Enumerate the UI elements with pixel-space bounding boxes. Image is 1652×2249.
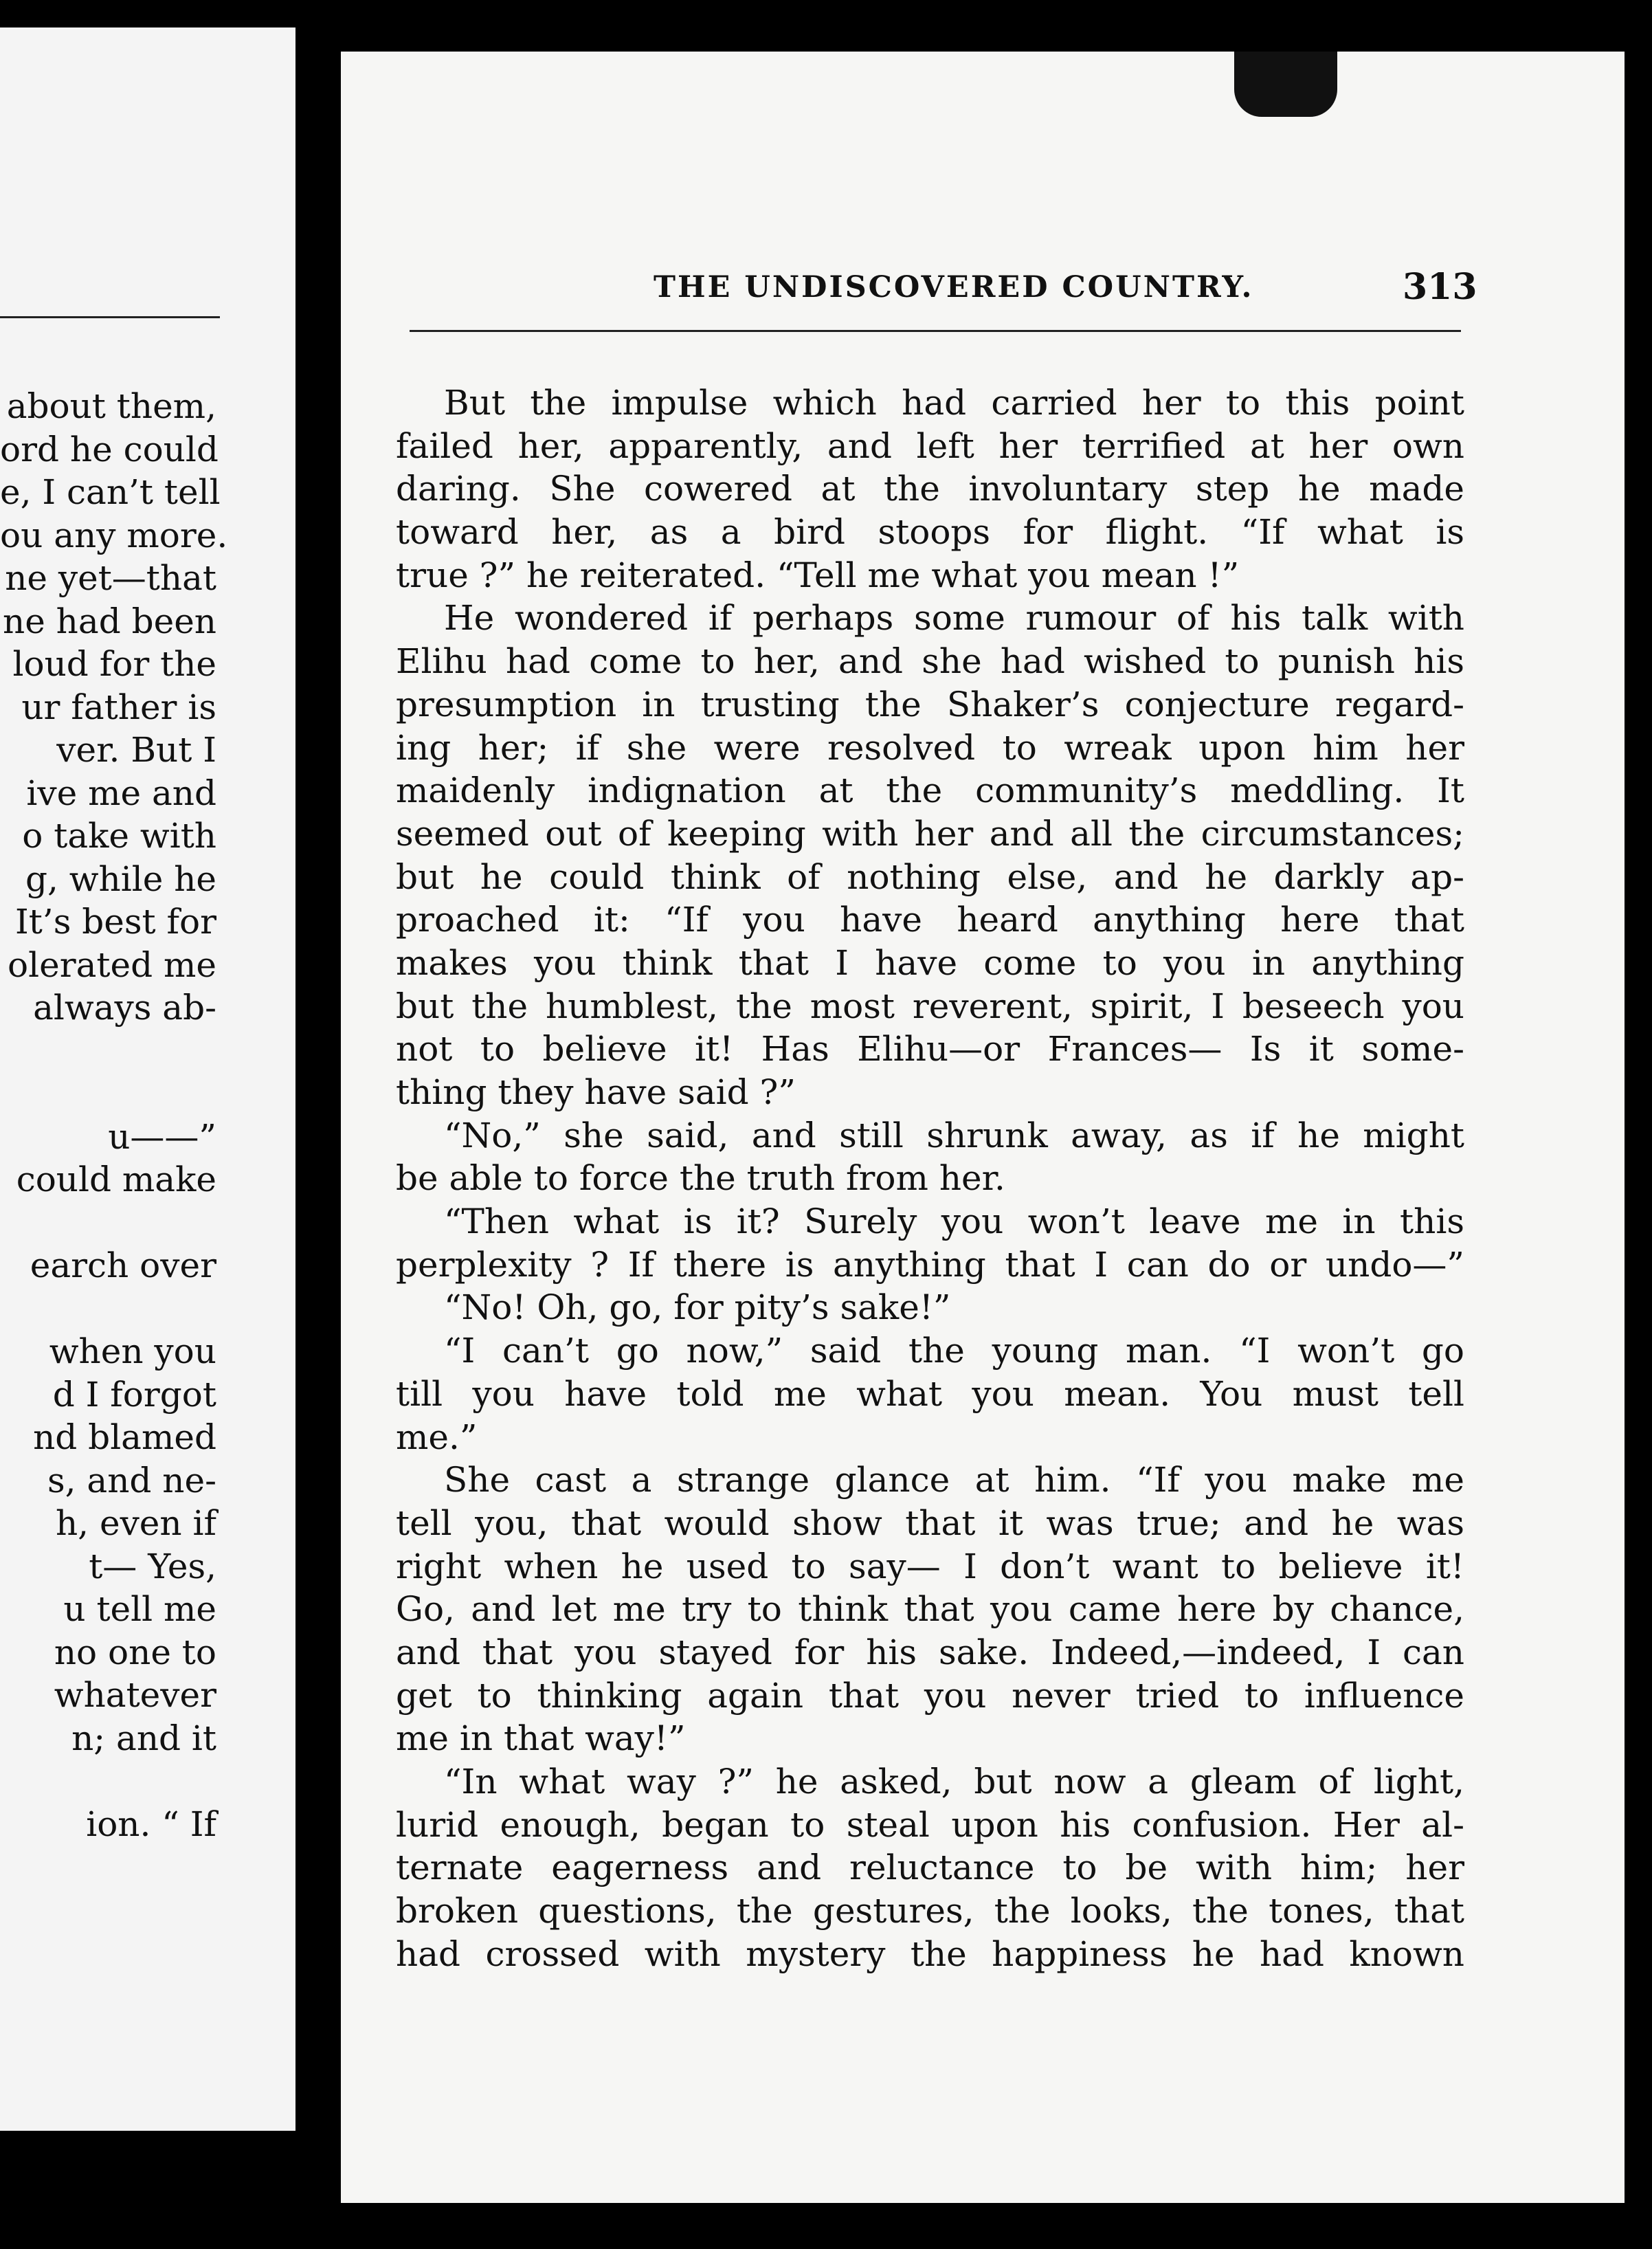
- text-line: proached it: “If you have heard anything here that: [396, 900, 1464, 940]
- left-line: [0, 1030, 295, 1073]
- text-line: “In what way ?” he asked, but now a gleam of light,: [444, 1762, 1464, 1802]
- text-line: get to thinking again that you never tried to influence: [396, 1675, 1464, 1716]
- text-line: had crossed with mystery the happiness he had known: [396, 1934, 1464, 1974]
- left-line: d I forgot: [52, 1374, 216, 1415]
- left-line: nd blamed: [33, 1417, 216, 1457]
- text-line: “No! Oh, go, for pity’s sake!”: [444, 1287, 951, 1328]
- text-line: true ?” he reiterated. “Tell me what you mean !”: [396, 555, 1240, 595]
- text-line: Elihu had come to her, and she had wished to punish his: [396, 641, 1464, 682]
- text-line: “No,” she said, and still shrunk away, as if he might: [444, 1115, 1464, 1155]
- text-line: toward her, as a bird stoops for flight. “If what is: [396, 512, 1464, 553]
- text-line: me in that way!”: [396, 1718, 686, 1759]
- left-line: t— Yes,: [89, 1546, 216, 1586]
- left-line: o take with: [22, 816, 216, 856]
- left-line: ver. But I: [56, 730, 216, 770]
- right-page: [341, 52, 1625, 2203]
- left-line: earch over: [30, 1245, 216, 1285]
- left-line: g, while he: [25, 858, 216, 899]
- text-line: till you have told me what you mean. You must tell: [396, 1373, 1464, 1414]
- text-line: makes you think that I have come to you in anything: [396, 942, 1464, 983]
- left-line: when you: [49, 1331, 216, 1371]
- text-line: but he could think of nothing else, and he darkly ap-: [396, 856, 1464, 897]
- left-line: u tell me: [63, 1589, 216, 1629]
- left-page-rule: [0, 316, 220, 318]
- text-line: and that you stayed for his sake. Indeed,—indeed, I can: [396, 1632, 1464, 1672]
- left-line: s, and ne-: [47, 1460, 216, 1500]
- text-line: thing they have said ?”: [396, 1072, 796, 1112]
- text-line: Go, and let me try to think that you came here by chance,: [396, 1589, 1464, 1630]
- text-line: ing her; if she were resolved to wreak upon him her: [396, 727, 1464, 768]
- left-line: ive me and: [26, 773, 216, 813]
- text-line: But the impulse which had carried her to this point: [444, 383, 1464, 423]
- text-line: maidenly indignation at the community’s meddling. It: [396, 771, 1464, 811]
- left-line: whatever: [54, 1675, 216, 1715]
- text-line: broken questions, the gestures, the looks, the tones, that: [396, 1891, 1464, 1931]
- left-line: olerated me: [8, 944, 216, 985]
- text-line: daring. She cowered at the involuntary step he made: [396, 469, 1464, 509]
- left-line: [0, 1072, 295, 1116]
- left-line: ion. “ If: [86, 1804, 216, 1844]
- page-number: 313: [1403, 266, 1477, 308]
- left-line: no one to: [54, 1632, 216, 1672]
- body-text: [396, 381, 1464, 1975]
- left-line: h, even if: [55, 1503, 216, 1543]
- text-line: not to believe it! Has Elihu—or Frances— Is it some-: [396, 1029, 1464, 1070]
- text-line: ternate eagerness and reluctance to be with him; her: [396, 1848, 1464, 1888]
- text-line: right when he used to say— I don’t want to believe it!: [396, 1546, 1464, 1586]
- text-line: perplexity ? If there is anything that I can do or undo—”: [396, 1244, 1464, 1285]
- left-line: about them,: [6, 386, 216, 426]
- left-line: u——”: [108, 1116, 216, 1157]
- left-line: always ab-: [33, 988, 216, 1028]
- running-head: THE UNDISCOVERED COUNTRY.: [654, 270, 1254, 304]
- text-line: me.”: [396, 1417, 478, 1457]
- left-facing-page: [0, 27, 295, 2131]
- left-line: [0, 1287, 295, 1331]
- left-line: ou any more.: [0, 515, 228, 555]
- text-line: “Then what is it? Surely you won’t leave me in this: [444, 1201, 1464, 1242]
- header-rule: [410, 330, 1461, 332]
- text-line: presumption in trusting the Shaker’s conjecture regard-: [396, 684, 1464, 724]
- left-page-text: [0, 385, 295, 1846]
- left-line: loud for the: [12, 644, 216, 684]
- binding-thread: [1234, 52, 1337, 117]
- text-line: seemed out of keeping with her and all the circumstances;: [396, 813, 1464, 854]
- left-line: e, I can’t tell: [0, 472, 221, 512]
- text-line: She cast a strange glance at him. “If you make me: [444, 1460, 1464, 1500]
- left-line: ur father is: [21, 687, 216, 727]
- left-line: It’s best for: [14, 902, 216, 942]
- left-line: ord he could: [0, 429, 219, 469]
- left-line: ne had been: [3, 601, 216, 641]
- left-line: [0, 1201, 295, 1245]
- left-line: n; and it: [71, 1718, 216, 1758]
- text-line: He wondered if perhaps some rumour of his talk with: [444, 598, 1464, 639]
- text-line: lurid enough, began to steal upon his confusion. Her al-: [396, 1804, 1464, 1845]
- left-line: could make: [16, 1160, 216, 1199]
- left-line: ne yet—that: [5, 558, 216, 598]
- left-line: [0, 1760, 295, 1803]
- text-line: failed her, apparently, and left her terrified at her own: [396, 425, 1464, 466]
- text-line: tell you, that would show that it was true; and he was: [396, 1503, 1464, 1543]
- book-gutter: [295, 0, 344, 2249]
- text-line: be able to force the truth from her.: [396, 1158, 1005, 1199]
- text-line: “I can’t go now,” said the young man. “I won’t go: [444, 1331, 1464, 1371]
- text-line: but the humblest, the most reverent, spirit, I beseech you: [396, 986, 1464, 1026]
